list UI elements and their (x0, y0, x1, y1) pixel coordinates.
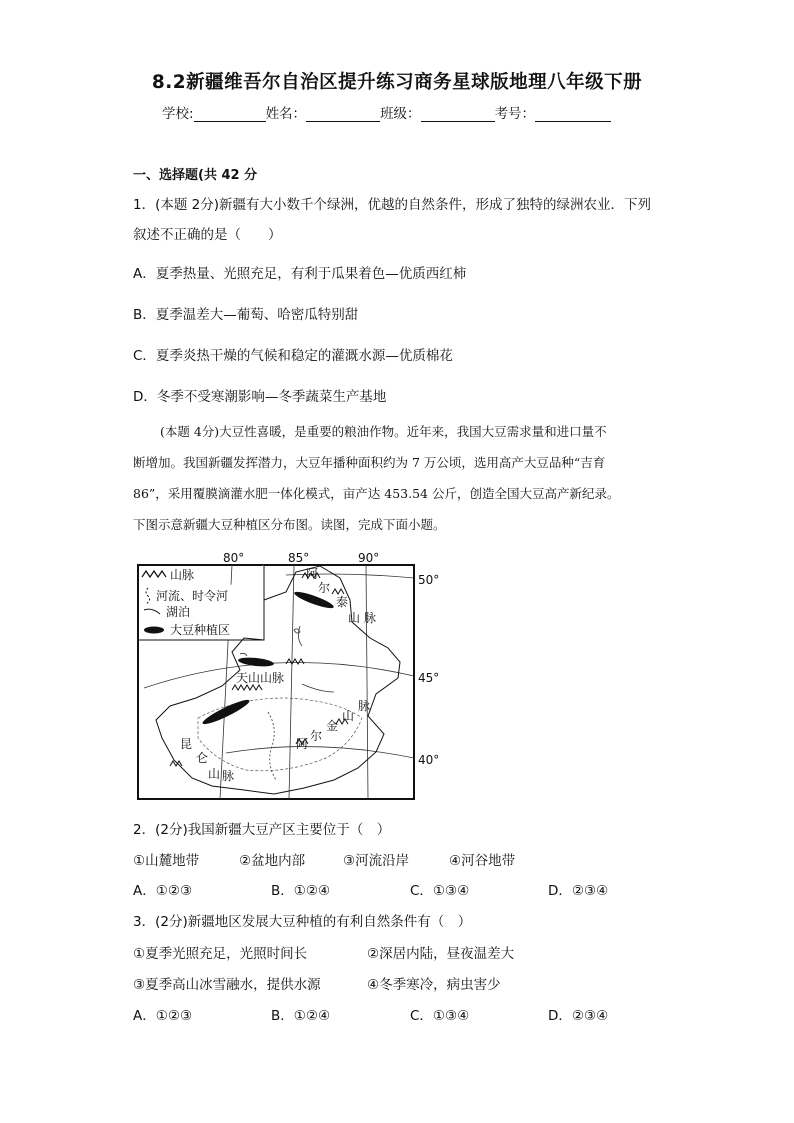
label-altai-4: 山 (348, 611, 361, 625)
passage-line1: (本题 4分)大豆性喜暖，是重要的粮油作物。近年来，我国大豆需求量和进口量不 (160, 424, 607, 439)
page-title: 8.2新疆维吾尔自治区提升练习商务星球版地理八年级下册 (151, 72, 643, 93)
q1-option-b: B．夏季温差大—葡萄、哈密瓜特别甜 (133, 307, 359, 323)
river-symbol-icon (146, 588, 150, 604)
soybean-area-symbol-icon (144, 627, 164, 634)
exam-no-blank (535, 107, 611, 122)
q3-item-3: ③夏季高山冰雪融水，提供水源 (133, 977, 321, 993)
lon-label-80: 80° (223, 551, 245, 565)
q3-items-row2 (133, 973, 653, 991)
q3-item-1: ①夏季光照充足，光照时间长 (133, 946, 308, 962)
exam-no-label: 考号： (494, 106, 536, 122)
soybean-area-south (201, 697, 252, 728)
school-blank (194, 107, 266, 122)
q2-item-1: ①山麓地带 (133, 853, 200, 869)
label-kunlun-1: 昆 (180, 737, 193, 751)
label-jinshan-1: 金 (326, 719, 339, 733)
label-jinshan-3: 脉 (358, 699, 371, 713)
q1-stem-line2: 叙述不正确的是（ ） (133, 227, 282, 243)
q1-option-a: A．夏季热量、光照充足，有利于瓜果着色—优质西红柿 (133, 266, 467, 282)
class-label: 班级： (380, 106, 421, 122)
q3-option-b: B．①②④ (271, 1008, 331, 1024)
q2-options (133, 879, 653, 897)
legend-lake: 湖泊 (166, 605, 191, 619)
name-blank (306, 107, 380, 122)
legend (142, 568, 230, 637)
section-title: 一、选择题(共 42 分 (133, 168, 258, 183)
legend-soybean: 大豆种植区 (170, 623, 231, 637)
q3-items-row1 (133, 942, 653, 960)
label-altai-2: 尔 (318, 581, 331, 595)
class-blank (421, 107, 495, 122)
passage-line2: 断增加。我国新疆发挥潜力，大豆年播种面积约为 7 万公顷，选用高产大豆品种“吉育 (133, 455, 606, 470)
lon-label-90: 90° (358, 551, 380, 565)
lon-label-85: 85° (288, 551, 310, 565)
q2-stem: 2．(2分)我国新疆大豆产区主要位于（ ） (133, 822, 391, 838)
q3-stem: 3．(2分)新疆地区发展大豆种植的有利自然条件有（ ） (133, 914, 472, 930)
passage-line4: 下图示意新疆大豆种植区分布图。读图，完成下面小题。 (133, 517, 446, 532)
mountain-symbol-icon (142, 571, 166, 577)
q1-option-d: D．冬季不受寒潮影响—冬季蔬菜生产基地 (133, 389, 387, 405)
q2-option-c: C．①③④ (410, 883, 470, 899)
q3-option-c: C．①③④ (410, 1008, 470, 1024)
q2-items (133, 849, 653, 867)
q2-option-b: B．①②④ (271, 883, 331, 899)
q1-option-c: C．夏季炎热干燥的气候和稳定的灌溉水源—优质棉花 (133, 348, 453, 364)
q3-item-4: ④冬季寒冷，病虫害少 (367, 977, 501, 993)
q2-item-4: ④河谷地带 (449, 853, 516, 869)
xinjiang-soybean-map (136, 548, 440, 806)
legend-mountain: 山脉 (170, 568, 195, 582)
passage-line3: 86”，采用覆膜滴灌水肥一体化模式，亩产达 453.54 公斤，创造全国大豆高产新纪录。 (133, 486, 620, 501)
q3-item-2: ②深居内陆，昼夜温差大 (367, 946, 515, 962)
q2-item-3: ③河流沿岸 (343, 853, 410, 869)
label-jinshan-2: 山 (342, 709, 355, 723)
rivers (268, 626, 334, 780)
q2-option-a: A．①②③ (133, 883, 193, 899)
student-info-line (162, 102, 611, 122)
lat-label-45: 45° (418, 671, 440, 685)
label-aer-1: 阿 (296, 737, 309, 751)
lat-label-40: 40° (418, 753, 440, 767)
q1-stem-line1: 1．(本题 2分)新疆有大小数千个绿洲，优越的自然条件，形成了独特的绿洲农业．下列 (133, 197, 652, 213)
q2-item-2: ②盆地内部 (239, 853, 306, 869)
q2-option-d: D．②③④ (548, 883, 609, 899)
label-altai-1: 阿 (306, 567, 319, 581)
lat-label-50: 50° (418, 573, 440, 587)
label-aer-2: 尔 (310, 729, 323, 743)
label-kunlun-4: 脉 (222, 769, 235, 783)
label-altai-3: 泰 (336, 595, 349, 609)
label-altai-5: 脉 (364, 611, 377, 625)
name-label: 姓名： (265, 106, 307, 122)
legend-river: 河流、时令河 (156, 589, 229, 603)
q3-option-d: D．②③④ (548, 1008, 609, 1024)
q3-option-a: A．①②③ (133, 1008, 193, 1024)
school-label: 学校: (162, 106, 194, 122)
label-kunlun-2: 仑 (196, 751, 209, 765)
lake-symbol-icon (144, 609, 160, 614)
label-kunlun-3: 山 (208, 767, 221, 781)
q3-options (133, 1004, 653, 1022)
label-tianshan: 天山山脉 (236, 671, 285, 685)
